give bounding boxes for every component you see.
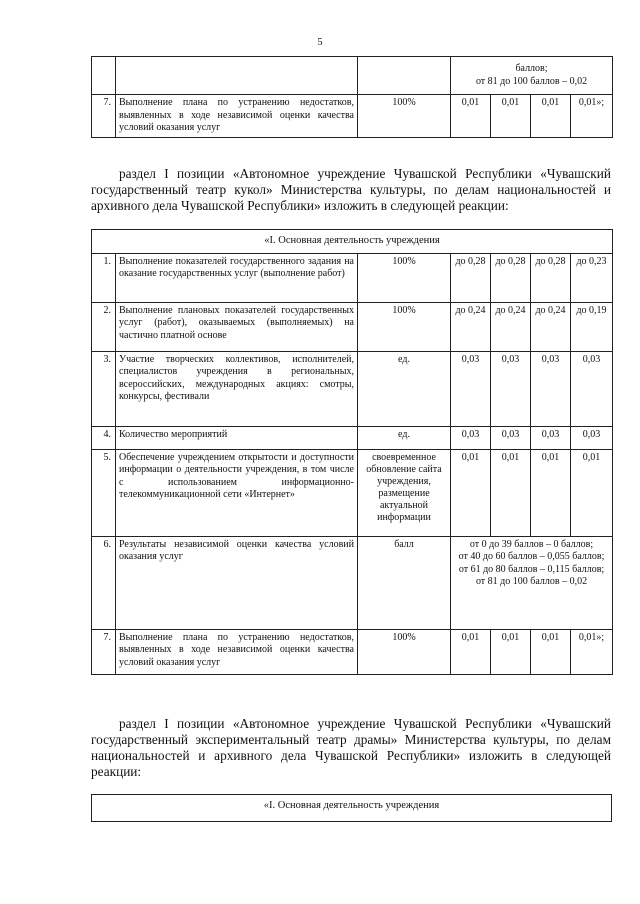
- table-row: 6. Результаты независимой оценки качества условий оказания услуг балл от 0 до 39 баллов – 0 баллов; от 40 до 60 баллов – 0,055 баллов; от 61 до 80 баллов – 0,115 баллов; от 81 до 100 баллов – 0,02: [92, 536, 613, 629]
- section-header: «I. Основная деятельность учреждения: [92, 230, 613, 254]
- table-row: 3. Участие творческих коллективов, исполнителей, специалистов учреждения в региональных, всероссийских, международных акциях: смотры, конкурсы, фестивали ед. 0,03 0,03 0,03 0,03: [92, 351, 613, 426]
- top-table: [91, 56, 613, 138]
- paragraph-2: раздел I позиции «Автономное учреждение Чувашской Республики «Чувашский государственный экспериментальный театр драмы» Министерства культуры, по делам национальностей и архивного дела Чувашской Республики» изложить в следующей реакции:: [91, 716, 611, 779]
- table-row: 1. Выполнение показателей государственного задания на оказание государственных услуг (выполнение работ) 100% до 0,28 до 0,28 до 0,28 до 0,23: [92, 253, 613, 302]
- table-row: [92, 57, 613, 95]
- main-table: [91, 229, 613, 675]
- table-row: 2. Выполнение плановых показателей государственных услуг (работ), оказываемых (выполняемых) на частично платной основе 100% до 0,24 до 0,24 до 0,24 до 0,19: [92, 302, 613, 351]
- paragraph-1: раздел I позиции «Автономное учреждение Чувашской Республики «Чувашский государственный театр кукол» Министерства культуры, по делам национальностей и архивного дела Чувашской Республики» изложить в следующей реакции:: [91, 166, 611, 213]
- page-number: 5: [317, 37, 323, 48]
- section-header: «I. Основная деятельность учреждения: [92, 795, 612, 822]
- table-header-row: [92, 230, 613, 254]
- table-row: 7. Выполнение плана по устранению недостатков, выявленных в ходе независимой оценки качества условий оказания услуг 100% 0,01 0,01 0,01 0,01»;: [92, 629, 613, 674]
- score-cell: от 0 до 39 баллов – 0 баллов; от 40 до 60 баллов – 0,055 баллов; от 61 до 80 баллов – 0,115 баллов; от 81 до 100 баллов – 0,02: [451, 536, 613, 629]
- table-header-row: [92, 795, 612, 822]
- table-row: 4. Количество мероприятий ед. 0,03 0,03 0,03 0,03: [92, 426, 613, 449]
- score-cell: баллов; от 81 до 100 баллов – 0,02: [451, 57, 613, 95]
- bottom-table: [91, 794, 612, 822]
- table-row: 7. Выполнение плана по устранению недостатков, выявленных в ходе независимой оценки качества условий оказания услуг 100% 0,01 0,01 0,01 0,01»;: [92, 95, 613, 138]
- table-row: 5. Обеспечение учреждением открытости и доступности информации о деятельности учреждения, в том числе с использованием информационно-телекоммуникационной сети «Интернет» своевременное обновление сайта учреждения, размещение актуальной информации 0,01 0,01 0,01 0,01: [92, 449, 613, 536]
